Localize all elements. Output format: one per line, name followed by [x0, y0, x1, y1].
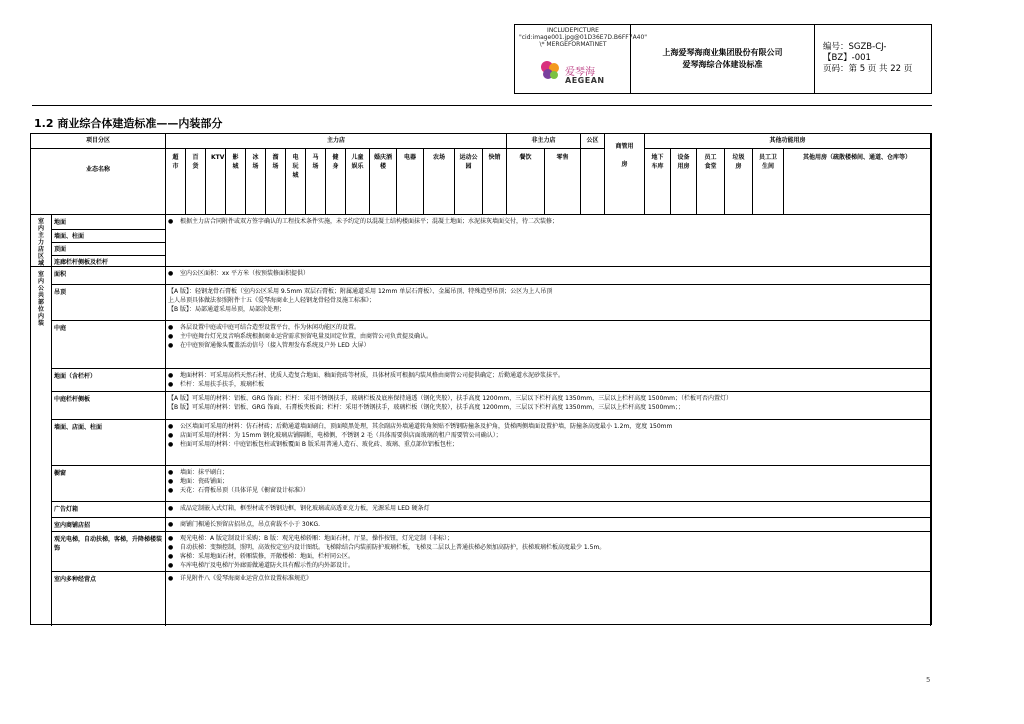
document-header	[514, 24, 932, 94]
z1-row-label-1: 墙面、柱面	[52, 230, 166, 243]
format-col-9: 儿童娱乐	[346, 149, 370, 215]
page-indicator: 页码：第 5 页 共 22 页	[823, 64, 913, 74]
format-col-8: 健身	[326, 149, 346, 215]
row-9-text-3: 车库电梯厅及电梯厅外廊需做通道防火具有醒示性的内外部设计。	[180, 562, 355, 569]
header-format-name: 业态名称	[31, 149, 166, 215]
row-5-text-0: 公区墙面可采用的材料：仿石材砖；后勤通道墙面刷白，顶面喷黑处理，其余副店外墙通道转角须贴不锈钢防撞条及护角，货梯两侧墙面设置护墙，防撞条高度最小 1.2m，宽度 150mm	[180, 423, 673, 430]
doc-code: 编号：SGZB-CJ-【BZ】-001	[823, 42, 887, 63]
row-label-7: 广告灯箱	[52, 502, 166, 518]
format-col-0: 超市	[166, 149, 186, 215]
row-4-text-0: 【A 版】可采用的材料：铝板、GRG 饰面；栏杆：采用不锈钢扶手，玻璃栏板及底座保持通透（钢化夹胶），扶手高度 1200mm，三层以下栏杆高度 1350mm，三层以上栏杆高度 1500mm；（栏板可否内置灯）	[168, 395, 732, 402]
bullet-icon: ●	[168, 575, 174, 582]
z1-row-label-2: 顶面	[52, 243, 166, 256]
bullet-icon: ●	[168, 441, 174, 448]
row-3-text-0: 地面材料：可采用高档天然石材、优质人造复合地面、釉面瓷砖等材质，具体材质可根据内装风格由商管公司提供确定；后勤通道水泥砂浆抹平。	[180, 372, 565, 379]
row-8-text-0: 商铺门楣通长预留店招吊点，吊点荷载不小于 30KG.	[180, 521, 321, 528]
format-col-13: 运动公园	[455, 149, 483, 215]
row-2-line-0	[168, 324, 928, 332]
standard-name: 爱琴海综合体建设标准	[682, 60, 763, 69]
row-9-text-1: 自动扶梯：变频控制，照明，高效按定室内设计图纸。飞梯除结合内装前防护玻璃栏板，飞梯及二层以上普通扶梯必须加高防护，扶梯玻璃栏板高度最少 1.5m。	[180, 544, 606, 551]
brand-en: AEGEAN	[565, 76, 605, 85]
bullet-icon: ●	[168, 333, 174, 340]
brand-cn: 爱琴海	[565, 67, 595, 78]
other-col-3: 垃圾房	[725, 149, 753, 215]
bullet-icon: ●	[168, 342, 174, 349]
format-col-14: 快销	[483, 149, 507, 215]
aegean-flower-icon	[539, 59, 561, 81]
row-label-3: 地面（含栏杆）	[52, 369, 166, 392]
page-number: 5	[926, 676, 931, 684]
bullet-icon: ●	[168, 218, 174, 225]
row-8-line-0	[168, 521, 928, 529]
bullet-icon: ●	[168, 469, 174, 476]
row-label-0: 面积	[52, 267, 166, 285]
row-9-text-2: 客梯：采用地面石材，轿厢装修，开敞楼梯：地面，栏杆同公区。	[180, 553, 355, 560]
section-title: 1.2 商业综合体建造标准——内装部分	[34, 117, 223, 130]
header-rule	[32, 105, 932, 106]
header-non-main: 非主力店	[507, 134, 581, 149]
z1-content-text: 根据主力店合同附件或双方签字确认的工程技术条件实施，未予约定的以混凝土结构楼面抹平；混凝土地面；水泥抹灰墙面交付，待二次装修；	[180, 218, 559, 225]
row-6-text-2: 天花：石膏板吊顶（具体详见《橱窗设计标准》）	[180, 487, 310, 494]
format-col-4: 冰场	[246, 149, 266, 215]
bullet-icon: ●	[168, 381, 174, 388]
row-content-9	[166, 532, 931, 572]
z1-content	[166, 215, 931, 267]
header-mgmt: 商管用房	[605, 134, 645, 215]
company-cell	[631, 25, 815, 93]
format-col-6: 电玩城	[286, 149, 306, 215]
format-col-15: 餐饮	[507, 149, 545, 215]
row-3-line-0	[168, 372, 928, 380]
z1-content-line	[168, 218, 928, 226]
row-content-6	[166, 466, 931, 502]
bullet-icon: ●	[168, 372, 174, 379]
z1-row-label-0: 地面	[52, 215, 166, 230]
row-label-8: 室内商铺店招	[52, 518, 166, 532]
row-10-text-0: 详见附件八《爱琴海商业运营点位设置标准规范》	[180, 575, 313, 582]
row-label-10: 室内多种经营点	[52, 572, 166, 626]
row-9-line-0	[168, 535, 928, 543]
zone-public-interior: 室内公共部位内装	[31, 267, 52, 626]
row-4-line-0	[168, 395, 928, 403]
standards-table	[30, 133, 932, 625]
bullet-icon: ●	[168, 553, 174, 560]
row-content-2	[166, 321, 931, 369]
row-1-text-0: 【A 版】：轻钢龙骨石膏板（室内公区采用 9.5mm 双层石膏板；附属通道采用 12mm 单层石膏板）、金属吊顶、特殊造型吊顶；公区为上人吊顶	[168, 288, 553, 295]
format-col-3: 影城	[226, 149, 246, 215]
public-blank-cell	[581, 149, 605, 215]
format-col-5: 溜场	[266, 149, 286, 215]
row-4-text-1: 【B 版】可采用的材料：铝板、GRG 饰面、石膏板夹板面；栏杆：采用不锈钢扶手，玻璃栏板（钢化夹胶），扶手高度 1200mm，三层以下栏杆高度 1350mm，三层以上栏杆高度 1500mm；；	[168, 404, 685, 411]
row-10-line-0	[168, 575, 928, 583]
row-1-text-2: 【B 版】：局部通道采用吊顶，局部涂处理；	[168, 306, 286, 313]
row-content-10	[166, 572, 931, 626]
row-content-0	[166, 267, 931, 285]
row-2-line-1	[168, 333, 928, 341]
row-1-line-0	[168, 288, 928, 296]
bullet-icon: ●	[168, 535, 174, 542]
row-3-text-1: 栏杆：采用扶手扶手，玻璃栏板	[180, 381, 265, 388]
bullet-icon: ●	[168, 487, 174, 494]
row-2-line-2	[168, 342, 928, 350]
row-content-4	[166, 392, 931, 420]
other-col-0: 地下车库	[645, 149, 671, 215]
z1-row-label-3: 连廊栏杆侧板及栏杆	[52, 256, 166, 267]
row-0-line-0	[168, 270, 928, 278]
row-6-text-0: 墙面：抹平刷白；	[180, 469, 229, 476]
include-picture-field: INCLUDEPICTURE "cid:image001.jpg@01D36E7D.B6FF7A40" \* MERGEFORMATINET	[519, 27, 648, 48]
row-3-line-1	[168, 381, 928, 389]
other-col-5: 其他用房（疏散楼梯间、通道、仓库等）	[784, 149, 931, 215]
bullet-icon: ●	[168, 270, 174, 277]
row-5-line-0	[168, 423, 928, 431]
company-name: 上海爱琴海商业集团股份有限公司	[662, 48, 783, 57]
format-col-12: 农场	[424, 149, 455, 215]
code-cell	[815, 25, 931, 93]
bullet-icon: ●	[168, 544, 174, 551]
header-public: 公区	[581, 134, 605, 149]
row-7-line-0	[168, 505, 928, 513]
bullet-icon: ●	[168, 505, 174, 512]
format-col-16: 零售	[545, 149, 581, 215]
header-project-zone: 项目分区	[31, 134, 166, 149]
format-col-1: 百货	[186, 149, 206, 215]
bullet-icon: ●	[168, 478, 174, 485]
bullet-icon: ●	[168, 521, 174, 528]
bullet-icon: ●	[168, 432, 174, 439]
zone-main-store: 室内主力店区域	[31, 215, 52, 267]
row-content-8	[166, 518, 931, 532]
row-5-text-1: 店面可采用的材料：为 15mm 钢化玻璃店铺隔断，电梯侧，不锈钢 2 毛（具体需要供店面玻璃的租户需要管公司确认）；	[180, 432, 502, 439]
logo-cell	[515, 25, 648, 93]
row-label-1: 吊顶	[52, 285, 166, 321]
row-6-line-1	[168, 478, 928, 486]
row-content-3	[166, 369, 931, 392]
row-label-9: 观光电梯，自动扶梯，客梯，升降梯楼装饰	[52, 532, 166, 572]
row-5-line-1	[168, 432, 928, 440]
row-9-line-2	[168, 553, 928, 561]
row-9-text-0: 观光电梯：A 版定制设计采购；B 版：观光电梯轿厢：地面石材，厅显，操作按钮，灯光定制（非标）；	[180, 535, 454, 542]
header-other: 其他功能用房	[645, 134, 931, 149]
row-6-line-2	[168, 487, 928, 495]
row-label-6: 橱窗	[52, 466, 166, 502]
row-2-text-2: 在中庭预留通像头覆盖活动信号（接入管理发布系统及户外 LED 大屏）	[180, 342, 370, 349]
row-content-1	[166, 285, 931, 321]
row-2-text-1: 主中庭舞台灯光及音响系统根据商业运营需求预留电量及固定位置，由商管公司负责提及确认。	[180, 333, 433, 340]
bullet-icon: ●	[168, 562, 174, 569]
bullet-icon: ●	[168, 423, 174, 430]
header-main-store: 主力店	[166, 134, 507, 149]
row-2-text-0: 各层设置中庭或中庭可结合造型设置平台，作为休闲功能区的设置。	[180, 324, 361, 331]
row-4-line-1	[168, 404, 928, 412]
row-5-text-2: 柱面可采用的材料：中庭铝板包柱或钢板覆面 B 版采用普通人造石、玻化砖、玻璃、重点部位铝板包柱；	[180, 441, 458, 448]
bullet-icon: ●	[168, 324, 174, 331]
row-6-text-1: 地面：瓷砖铺面；	[180, 478, 229, 485]
row-5-line-2	[168, 441, 928, 449]
row-1-line-2	[168, 306, 928, 314]
format-col-11: 电器	[397, 149, 424, 215]
other-col-1: 设备用房	[671, 149, 697, 215]
row-7-text-0: 成品定制嵌入式灯箱，框型材或不锈钢边框，钢化玻璃或高透亚克力板，光源采用 LED 硬条灯	[180, 505, 430, 512]
row-9-line-1	[168, 544, 928, 552]
row-1-text-1: 上人吊顶具体做法参照附件十五《爱琴海商业上人轻钢龙骨轻骨及施工标准》；	[168, 297, 376, 304]
row-6-line-0	[168, 469, 928, 477]
format-col-10: 婚庆酒楼	[370, 149, 397, 215]
row-9-line-3	[168, 562, 928, 570]
format-col-2: KTV	[206, 149, 226, 215]
other-col-2: 员工食堂	[697, 149, 725, 215]
row-label-2: 中庭	[52, 321, 166, 369]
other-col-4: 员工卫生间	[753, 149, 784, 215]
row-content-5	[166, 420, 931, 466]
format-col-7: 马场	[306, 149, 326, 215]
row-0-text-0: 室内公区面积：xx 平方米（按预装修面积提供）	[180, 270, 310, 277]
row-label-4: 中庭栏杆侧板	[52, 392, 166, 420]
row-content-7	[166, 502, 931, 518]
row-1-line-1	[168, 297, 928, 305]
row-label-5: 墙面、店面、柱面	[52, 420, 166, 466]
